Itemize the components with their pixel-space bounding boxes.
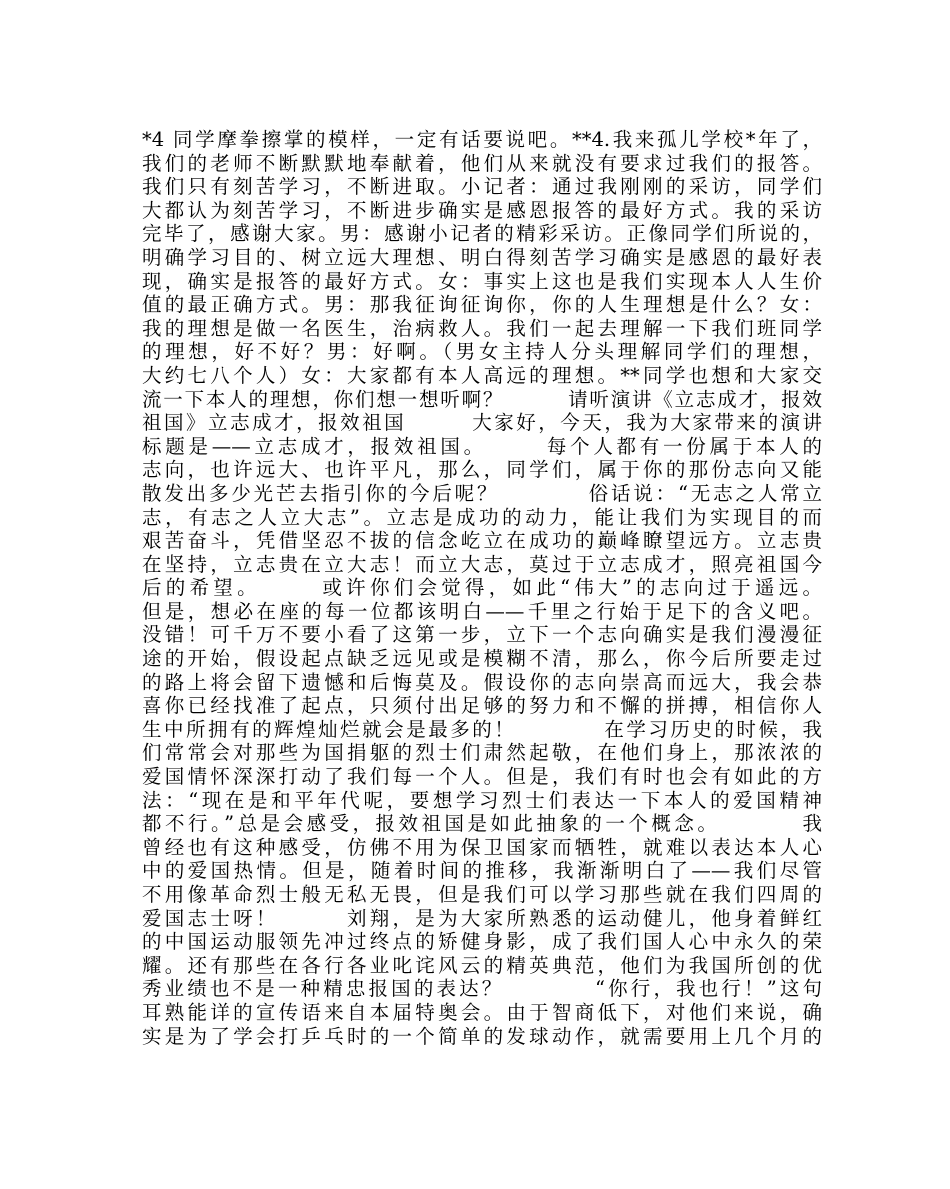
text-line: 大约七八个人）女：大家都有本人高远的理想。**同学也想和大家交 bbox=[142, 363, 822, 387]
text-line: 法：“现在是和平年代呢，要想学习烈士们表达一下本人的爱国精神 bbox=[142, 788, 822, 812]
text-line: 都不行。”总是会感受，报效祖国是如此抽象的一个概念。 我 bbox=[142, 812, 822, 836]
text-line: 喜你已经找准了起点，只须付出足够的努力和不懈的拼搏，相信你人 bbox=[142, 694, 822, 718]
text-line: 不用像革命烈士般无私无畏，但是我们可以学习那些就在我们四周的 bbox=[142, 883, 822, 906]
text-line: 秀业绩也不是一种精忠报国的表达？ “你行，我也行！”这句 bbox=[142, 977, 822, 1001]
text-line: 大都认为刻苦学习，不断进步确实是感恩报答的最好方式。我的采访 bbox=[142, 198, 822, 222]
text-line: 我的理想是做一名医生，治病救人。我们一起去理解一下我们班同学 bbox=[142, 316, 822, 340]
text-line: 后的希望。 或许你们会觉得，如此“伟大”的志向过于遥远。 bbox=[142, 576, 822, 600]
text-line: 艰苦奋斗，凭借坚忍不拔的信念屹立在成功的巅峰瞭望远方。立志贵 bbox=[142, 529, 822, 553]
text-line: 标题是——立志成才，报效祖国。 每个人都有一份属于本人的 bbox=[142, 434, 822, 458]
text-line: 在坚持，立志贵在立大志！而立大志，莫过于立志成才，照亮祖国今 bbox=[142, 552, 822, 576]
text-line: 散发出多少光芒去指引你的今后呢？ 俗话说：“无志之人常立 bbox=[142, 481, 822, 505]
text-line: 没错！可千万不要小看了这第一步，立下一个志向确实是我们漫漫征 bbox=[142, 623, 822, 647]
text-line: 的理想，好不好？男：好啊。（男女主持人分头理解同学们的理想， bbox=[142, 340, 822, 364]
text-line: 祖国》立志成才，报效祖国 大家好，今天，我为大家带来的演讲 bbox=[142, 411, 822, 435]
document-body-text bbox=[142, 128, 822, 1048]
text-line: 但是，想必在座的每一位都该明白——千里之行始于足下的含义吧。 bbox=[142, 599, 822, 623]
text-line: 流一下本人的理想，你们想一想听啊？ 请听演讲《立志成才，报效 bbox=[142, 387, 822, 411]
text-line: 实是为了学会打乒乓时的一个简单的发球动作，就需要用上几个月的 bbox=[142, 1024, 822, 1048]
text-line: 值的最正确方式。男：那我征询征询你，你的人生理想是什么？女： bbox=[142, 293, 822, 317]
text-line: 们常常会对那些为国捐躯的烈士们肃然起敬，在他们身上，那浓浓的 bbox=[142, 741, 822, 765]
text-line: 我们的老师不断默默地奉献着，他们从来就没有要求过我们的报答。 bbox=[142, 151, 822, 175]
text-line: 现，确实是报答的最好方式。女：事实上这也是我们实现本人人生价 bbox=[142, 269, 822, 293]
text-line: 曾经也有这种感受，仿佛不用为保卫国家而牺牲，就难以表达本人心 bbox=[142, 835, 822, 859]
text-line: 耳熟能详的宣传语来自本届特奥会。由于智商低下，对他们来说，确 bbox=[142, 1000, 822, 1024]
text-line: 志，有志之人立大志”。立志是成功的动力，能让我们为实现目的而 bbox=[142, 505, 822, 529]
text-line: 志向，也许远大、也许平凡，那么，同学们，属于你的那份志向又能 bbox=[142, 458, 822, 482]
text-line: 的中国运动服领先冲过终点的矫健身影，成了我们国人心中永久的荣 bbox=[142, 930, 822, 954]
text-line: 途的开始，假设起点缺乏远见或是模糊不清，那么，你今后所要走过 bbox=[142, 647, 822, 671]
text-line: 耀。还有那些在各行各业叱诧风云的精英典范，他们为我国所创的优 bbox=[142, 953, 822, 977]
text-line: 明确学习目的、树立远大理想、明白得刻苦学习确实是感恩的最好表 bbox=[142, 245, 822, 269]
text-line: 生中所拥有的辉煌灿烂就会是最多的！ 在学习历史的时候，我 bbox=[142, 717, 822, 741]
text-line: 爱国情怀深深打动了我们每一个人。但是，我们有时也会有如此的方 bbox=[142, 765, 822, 789]
text-line: 中的爱国热情。但是，随着时间的推移，我渐渐明白了——我们尽管 bbox=[142, 859, 822, 883]
text-line: 我们只有刻苦学习，不断进取。小记者：通过我刚刚的采访，同学们 bbox=[142, 175, 822, 199]
text-line: 完毕了，感谢大家。男：感谢小记者的精彩采访。正像同学们所说的， bbox=[142, 222, 822, 246]
text-line: 爱国志士呀！ 刘翔，是为大家所熟悉的运动健儿，他身着鲜红 bbox=[142, 906, 822, 930]
text-line: 的路上将会留下遗憾和后悔莫及。假设你的志向崇高而远大，我会恭 bbox=[142, 670, 822, 694]
text-line: *4 同学摩拳擦掌的模样，一定有话要说吧。**4.我来孤儿学校*年了， bbox=[142, 128, 822, 151]
